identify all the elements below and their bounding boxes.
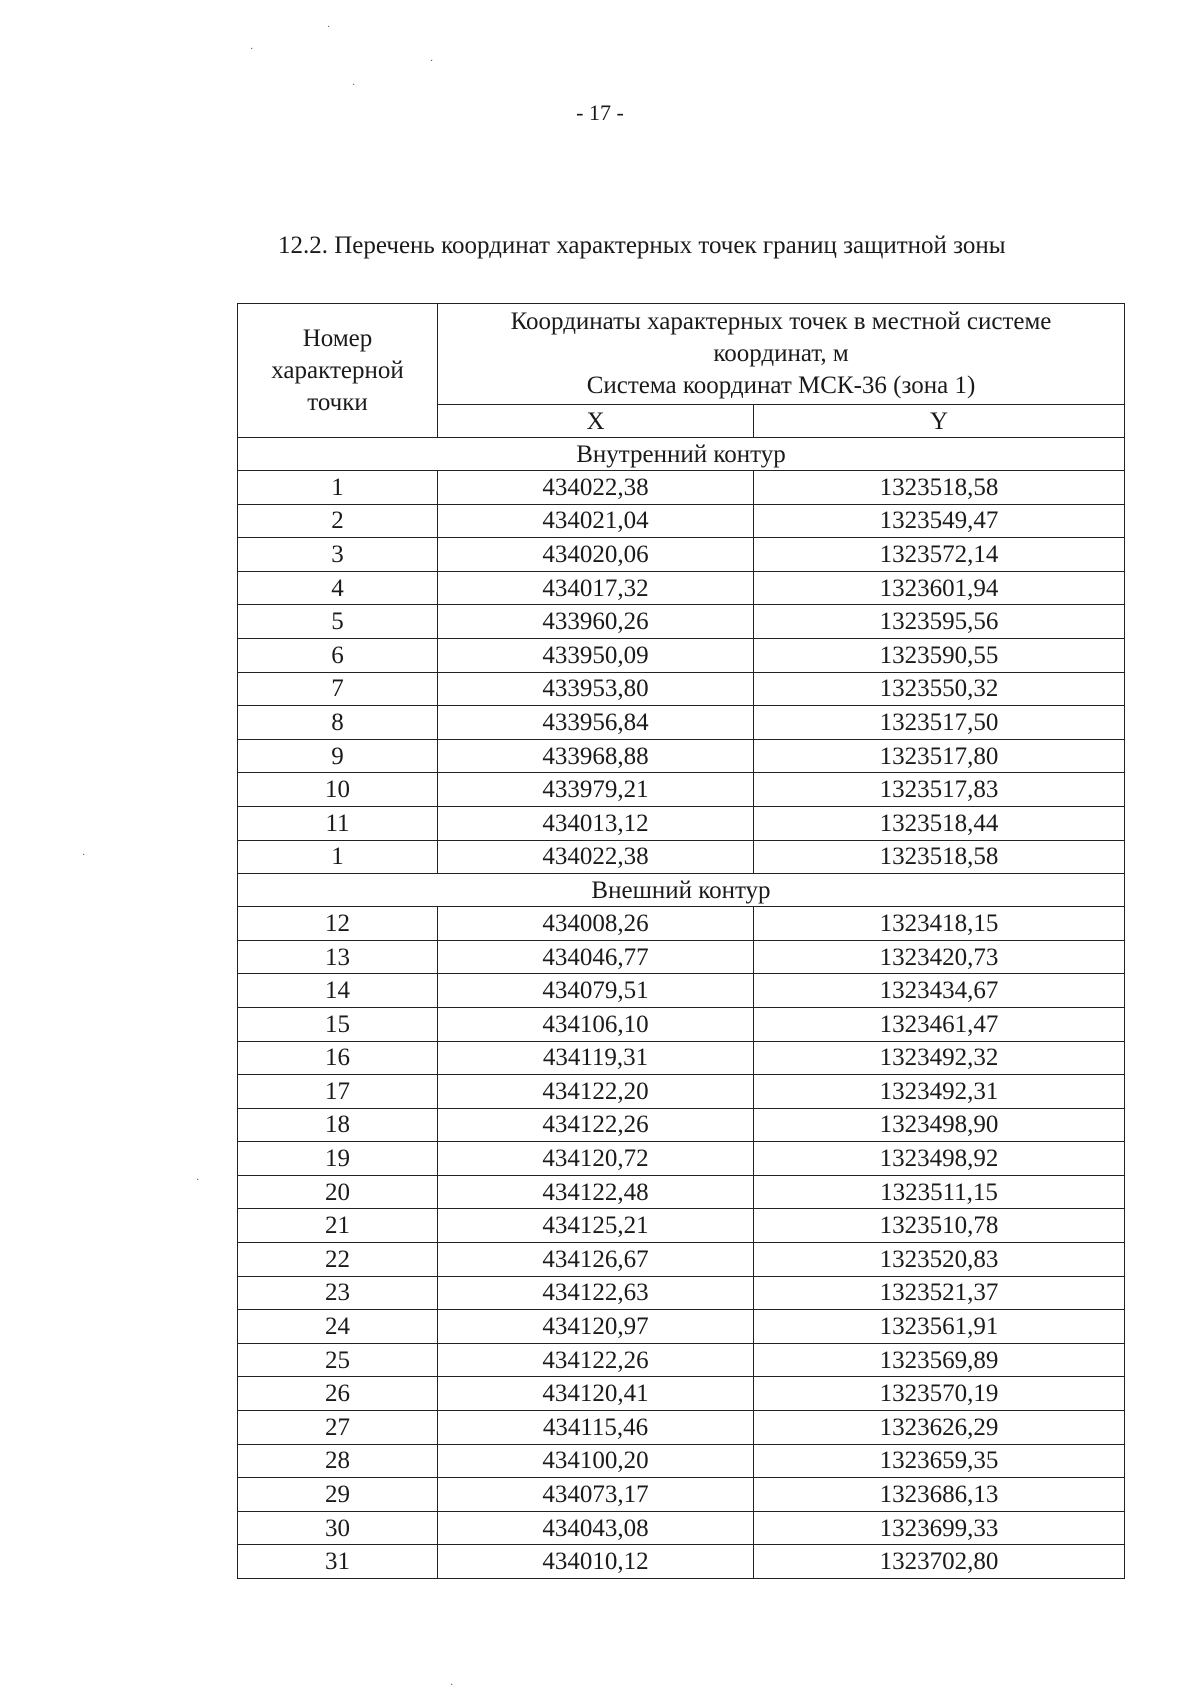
y-coordinate-cell: 1323521,37: [754, 1276, 1125, 1310]
point-number-cell: 10: [238, 773, 438, 807]
table-row: [238, 739, 1125, 773]
y-coordinate-cell: 1323520,83: [754, 1243, 1125, 1277]
point-number-cell: 11: [238, 806, 438, 840]
x-coordinate-cell: 433968,88: [438, 739, 754, 773]
x-coordinate-cell: 433979,21: [438, 773, 754, 807]
table-row: [238, 1511, 1125, 1545]
y-coordinate-cell: 1323518,58: [754, 840, 1125, 874]
y-coordinate-cell: 1323699,33: [754, 1511, 1125, 1545]
y-coordinate-cell: 1323659,35: [754, 1444, 1125, 1478]
point-number-cell: 12: [238, 907, 438, 941]
point-number-header-line: характерной: [271, 356, 404, 384]
point-number-cell: 1: [238, 840, 438, 874]
page-number: - 17 -: [576, 100, 624, 125]
coordinates-header-line: Координаты характерных точек в местной системе: [510, 308, 1052, 335]
point-number-cell: 9: [238, 739, 438, 773]
x-coordinate-cell: 434122,26: [438, 1343, 754, 1377]
x-coordinate-cell: 433953,80: [438, 672, 754, 706]
section-title: Внутренний контур: [238, 438, 1125, 471]
x-column-header: X: [438, 405, 754, 438]
table-row: [238, 1175, 1125, 1209]
scan-speck: ·: [450, 1680, 454, 1691]
table-row: [238, 1310, 1125, 1344]
table-row: [238, 672, 1125, 706]
scan-speck: ·: [430, 56, 434, 67]
y-coordinate-cell: 1323511,15: [754, 1175, 1125, 1209]
point-number-cell: 18: [238, 1108, 438, 1142]
y-coordinate-cell: 1323572,14: [754, 538, 1125, 572]
x-coordinate-cell: 434125,21: [438, 1209, 754, 1243]
table-row: [238, 1343, 1125, 1377]
table-row: [238, 1209, 1125, 1243]
point-number-cell: 5: [238, 605, 438, 639]
y-coordinate-cell: 1323517,83: [754, 773, 1125, 807]
x-coordinate-cell: 433956,84: [438, 706, 754, 740]
table-row: [238, 1075, 1125, 1109]
table-row: [238, 806, 1125, 840]
point-number-cell: 1: [238, 471, 438, 505]
point-number-cell: 21: [238, 1209, 438, 1243]
x-coordinate-cell: 434008,26: [438, 907, 754, 941]
coordinates-table-body: [238, 304, 1125, 1579]
scan-speck: ·: [352, 80, 356, 91]
point-number-cell: 2: [238, 504, 438, 538]
point-number-cell: 19: [238, 1142, 438, 1176]
y-coordinate-cell: 1323518,58: [754, 471, 1125, 505]
page-heading: 12.2. Перечень координат характерных точек границ защитной зоны: [278, 232, 1006, 259]
x-coordinate-cell: 434079,51: [438, 974, 754, 1008]
point-number-cell: 4: [238, 571, 438, 605]
table-row: [238, 1041, 1125, 1075]
y-coordinate-cell: 1323626,29: [754, 1411, 1125, 1445]
point-number-cell: 7: [238, 672, 438, 706]
point-number-cell: 3: [238, 538, 438, 572]
section-header-row: [238, 874, 1125, 907]
y-coordinate-cell: 1323549,47: [754, 504, 1125, 538]
y-coordinate-cell: 1323601,94: [754, 571, 1125, 605]
point-number-header: [238, 304, 438, 438]
table-row: [238, 638, 1125, 672]
x-coordinate-cell: 434106,10: [438, 1007, 754, 1041]
x-coordinate-cell: 434010,12: [438, 1545, 754, 1579]
y-coordinate-cell: 1323420,73: [754, 940, 1125, 974]
table-row: [238, 1411, 1125, 1445]
point-number-cell: 22: [238, 1243, 438, 1277]
x-coordinate-cell: 434021,04: [438, 504, 754, 538]
y-coordinate-cell: 1323517,80: [754, 739, 1125, 773]
x-coordinate-cell: 434013,12: [438, 806, 754, 840]
y-coordinate-cell: 1323570,19: [754, 1377, 1125, 1411]
x-coordinate-cell: 434122,63: [438, 1276, 754, 1310]
x-coordinate-cell: 434022,38: [438, 840, 754, 874]
point-number-cell: 17: [238, 1075, 438, 1109]
section-header-row: [238, 438, 1125, 471]
coordinates-header-line: Система координат МСК-36 (зона 1): [586, 372, 976, 399]
point-number-header-line: Номер: [302, 324, 373, 352]
table-row: [238, 1243, 1125, 1277]
y-coordinate-cell: 1323461,47: [754, 1007, 1125, 1041]
y-coordinate-cell: 1323561,91: [754, 1310, 1125, 1344]
table-row: [238, 1276, 1125, 1310]
x-coordinate-cell: 434115,46: [438, 1411, 754, 1445]
y-coordinate-cell: 1323434,67: [754, 974, 1125, 1008]
point-number-cell: 31: [238, 1545, 438, 1579]
point-number-cell: 25: [238, 1343, 438, 1377]
y-coordinate-cell: 1323510,78: [754, 1209, 1125, 1243]
x-coordinate-cell: 434046,77: [438, 940, 754, 974]
scan-speck: ·: [327, 22, 331, 33]
y-coordinate-cell: 1323492,31: [754, 1075, 1125, 1109]
table-row: [238, 1142, 1125, 1176]
table-row: [238, 706, 1125, 740]
x-coordinate-cell: 434126,67: [438, 1243, 754, 1277]
table-row: [238, 571, 1125, 605]
y-coordinate-cell: 1323686,13: [754, 1478, 1125, 1512]
table-header-row: [238, 304, 1125, 405]
y-coordinate-cell: 1323518,44: [754, 806, 1125, 840]
point-number-cell: 20: [238, 1175, 438, 1209]
scan-speck: ·: [82, 850, 86, 861]
x-coordinate-cell: 433950,09: [438, 638, 754, 672]
point-number-cell: 27: [238, 1411, 438, 1445]
x-coordinate-cell: 434022,38: [438, 471, 754, 505]
scan-speck: ·: [196, 1175, 200, 1186]
y-coordinate-cell: 1323498,90: [754, 1108, 1125, 1142]
point-number-cell: 29: [238, 1478, 438, 1512]
table-row: [238, 840, 1125, 874]
table-row: [238, 940, 1125, 974]
y-coordinate-cell: 1323702,80: [754, 1545, 1125, 1579]
table-row: [238, 1007, 1125, 1041]
y-coordinate-cell: 1323492,32: [754, 1041, 1125, 1075]
table-row: [238, 773, 1125, 807]
y-coordinate-cell: 1323569,89: [754, 1343, 1125, 1377]
point-number-cell: 14: [238, 974, 438, 1008]
section-title: Внешний контур: [238, 874, 1125, 907]
point-number-cell: 15: [238, 1007, 438, 1041]
x-coordinate-cell: 434119,31: [438, 1041, 754, 1075]
y-coordinate-cell: 1323590,55: [754, 638, 1125, 672]
table-row: [238, 1478, 1125, 1512]
coordinates-table: [237, 303, 1125, 1579]
table-row: [238, 471, 1125, 505]
x-coordinate-cell: 434020,06: [438, 538, 754, 572]
y-coordinate-cell: 1323517,50: [754, 706, 1125, 740]
y-coordinate-cell: 1323595,56: [754, 605, 1125, 639]
table-row: [238, 1444, 1125, 1478]
table-row: [238, 974, 1125, 1008]
point-number-cell: 24: [238, 1310, 438, 1344]
point-number-header-line: точки: [307, 388, 368, 416]
x-coordinate-cell: 434073,17: [438, 1478, 754, 1512]
y-coordinate-cell: 1323498,92: [754, 1142, 1125, 1176]
x-coordinate-cell: 434122,20: [438, 1075, 754, 1109]
x-coordinate-cell: 433960,26: [438, 605, 754, 639]
x-coordinate-cell: 434120,72: [438, 1142, 754, 1176]
coordinates-header-line: координат, м: [713, 340, 849, 367]
point-number-cell: 28: [238, 1444, 438, 1478]
point-number-cell: 30: [238, 1511, 438, 1545]
scan-speck: ·: [250, 44, 254, 55]
table-row: [238, 1108, 1125, 1142]
table-row: [238, 1377, 1125, 1411]
table-row: [238, 1545, 1125, 1579]
x-coordinate-cell: 434100,20: [438, 1444, 754, 1478]
y-coordinate-cell: 1323418,15: [754, 907, 1125, 941]
coordinates-header: [438, 304, 1125, 405]
x-coordinate-cell: 434043,08: [438, 1511, 754, 1545]
x-coordinate-cell: 434120,97: [438, 1310, 754, 1344]
y-coordinate-cell: 1323550,32: [754, 672, 1125, 706]
y-column-header: Y: [754, 405, 1125, 438]
point-number-cell: 26: [238, 1377, 438, 1411]
point-number-cell: 23: [238, 1276, 438, 1310]
table-row: [238, 605, 1125, 639]
table-row: [238, 538, 1125, 572]
x-coordinate-cell: 434017,32: [438, 571, 754, 605]
point-number-cell: 13: [238, 940, 438, 974]
point-number-cell: 16: [238, 1041, 438, 1075]
x-coordinate-cell: 434122,48: [438, 1175, 754, 1209]
table-row: [238, 907, 1125, 941]
x-coordinate-cell: 434122,26: [438, 1108, 754, 1142]
point-number-cell: 8: [238, 706, 438, 740]
x-coordinate-cell: 434120,41: [438, 1377, 754, 1411]
table-row: [238, 504, 1125, 538]
point-number-cell: 6: [238, 638, 438, 672]
